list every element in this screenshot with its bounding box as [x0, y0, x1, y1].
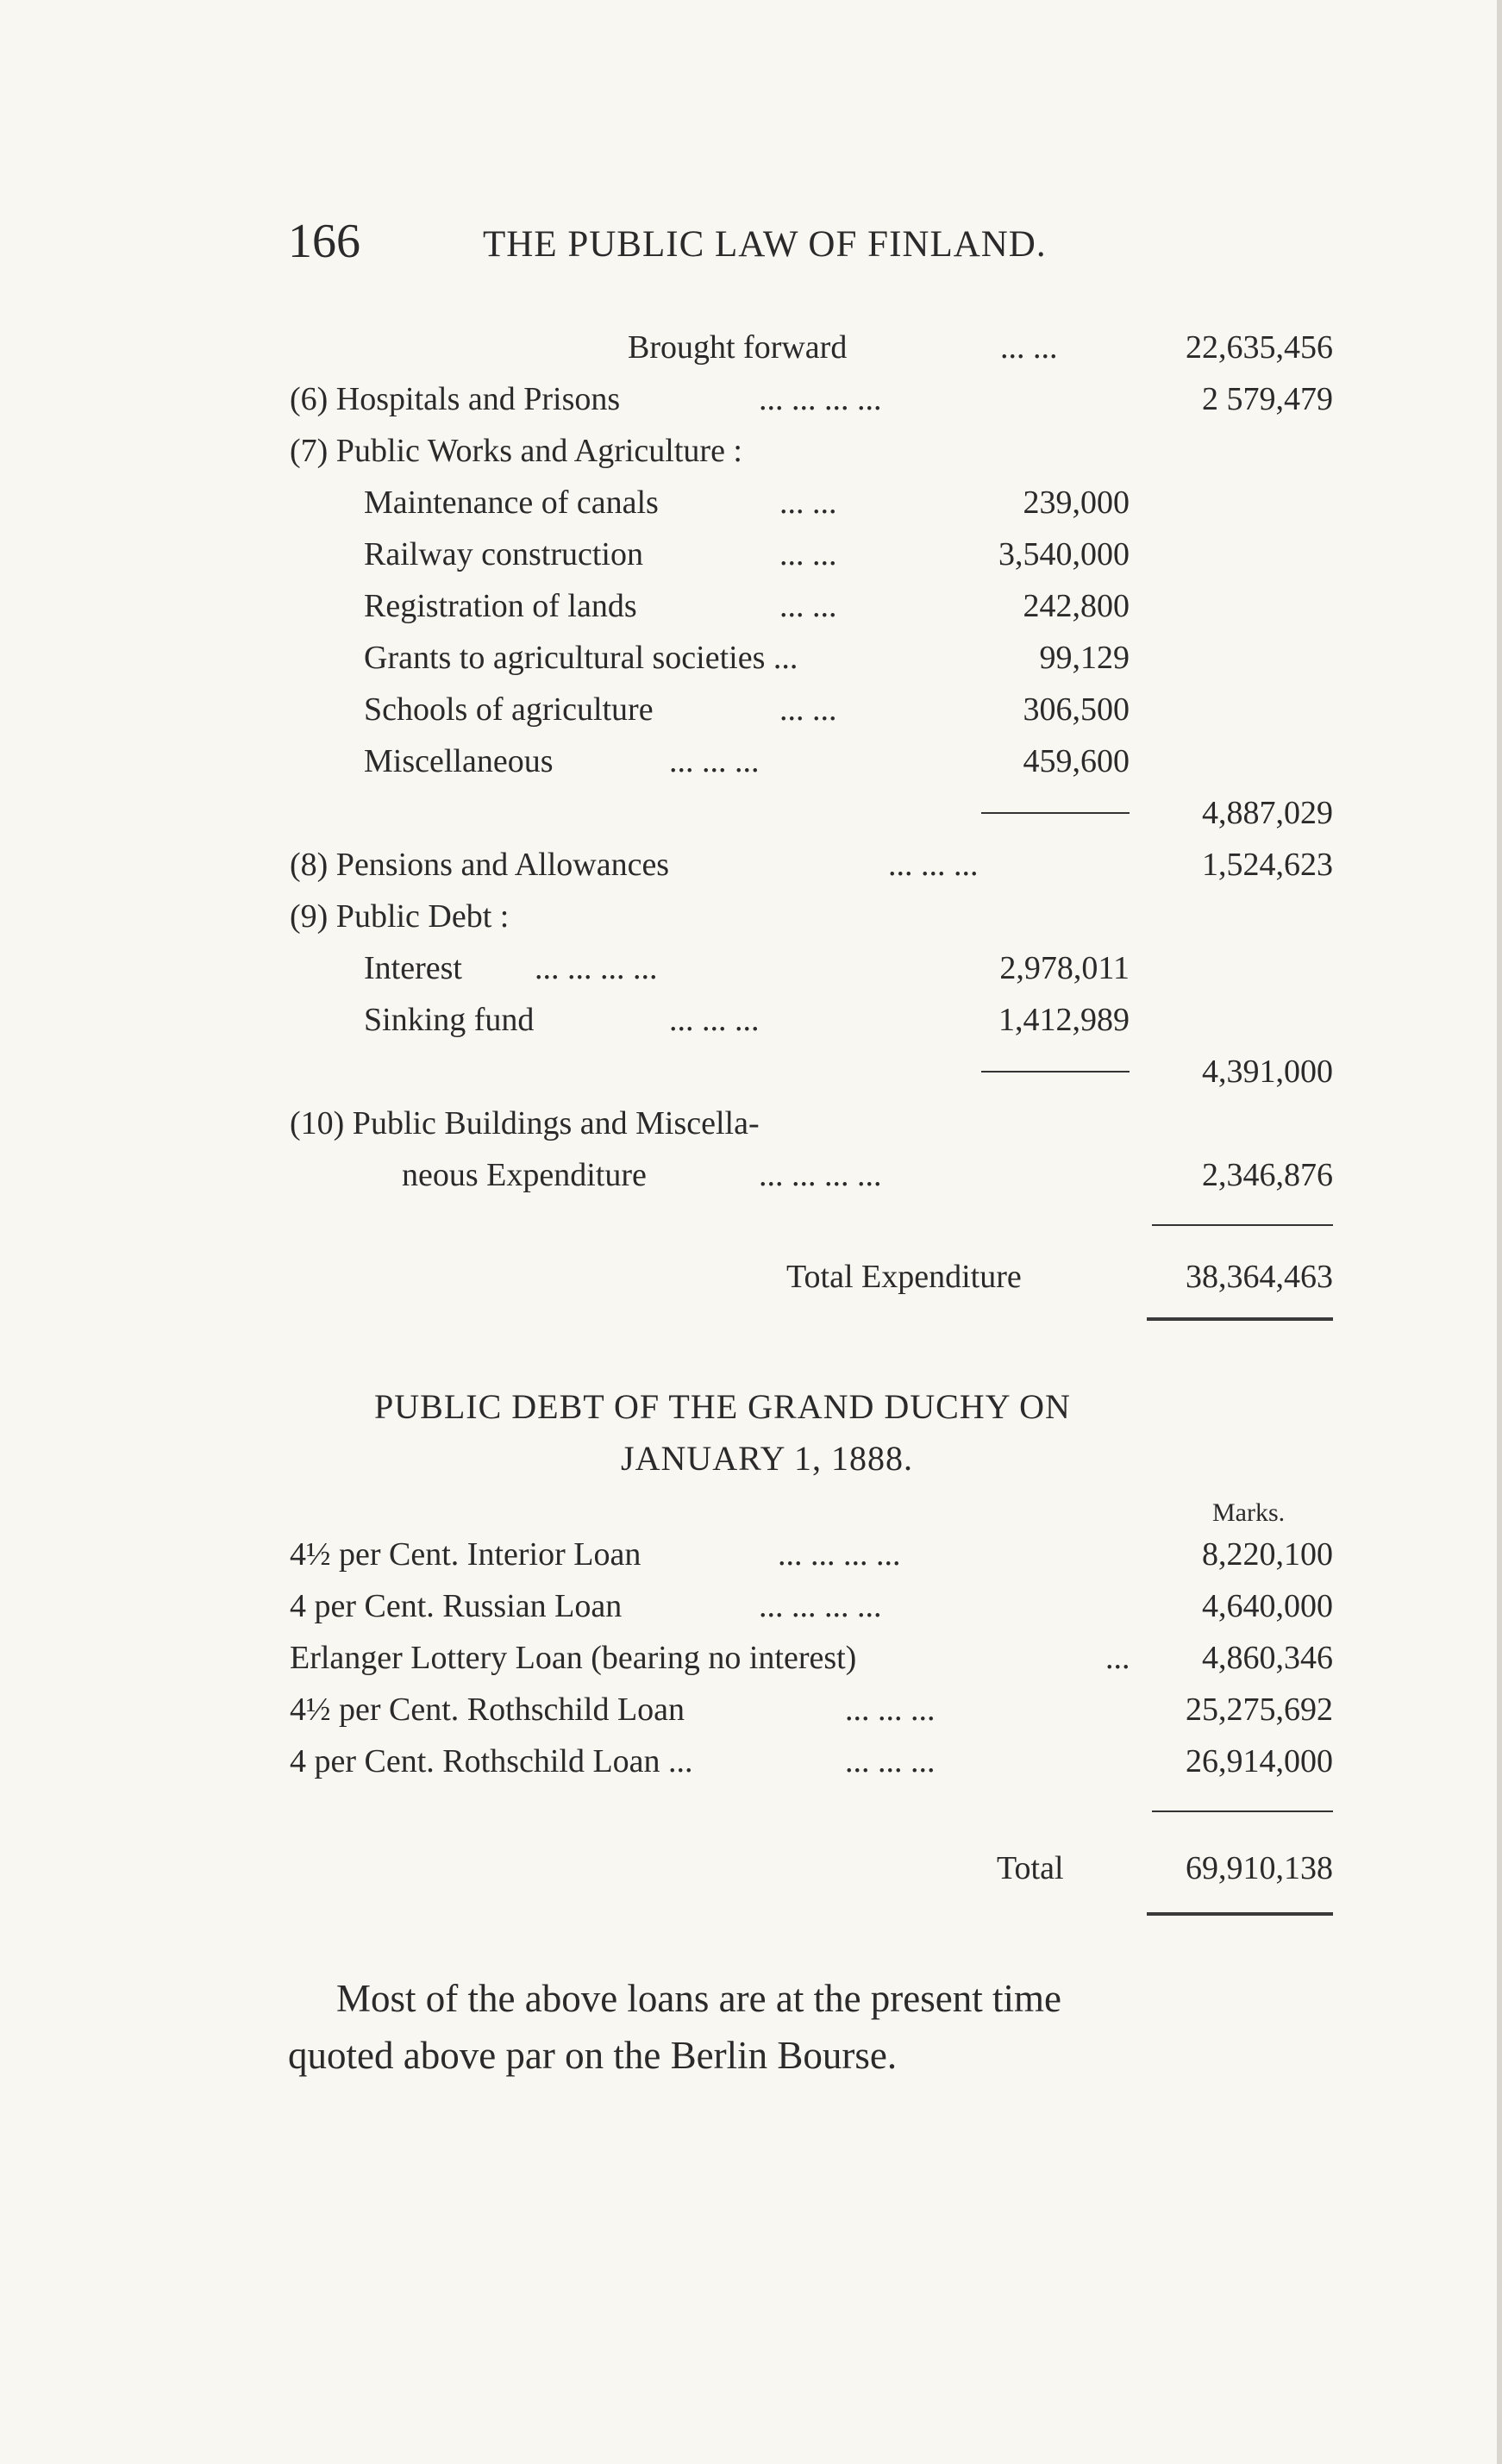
loan-label: 4 per Cent. Rothschild Loan ...	[290, 1743, 693, 1779]
closing-paragraph-line2: quoted above par on the Berlin Bourse.	[288, 2034, 898, 2077]
debt-total-rule	[1152, 1810, 1333, 1812]
loan-label: Erlanger Lottery Loan (bearing no interest)	[290, 1640, 857, 1676]
page-number: 166	[288, 215, 360, 268]
item7-sub-dots: ... ...	[779, 536, 837, 572]
debt-heading-line1: PUBLIC DEBT OF THE GRAND DUCHY ON	[374, 1387, 1071, 1426]
item7-subtotal-rule	[981, 812, 1130, 814]
item9-sub-dots: ... ... ...	[669, 1002, 760, 1038]
item9-subtotal-rule	[981, 1071, 1130, 1073]
loan-dots: ... ... ... ...	[759, 1588, 882, 1624]
debt-unit: Marks.	[1212, 1498, 1286, 1527]
closing-paragraph-line1: Most of the above loans are at the present time	[336, 1977, 1061, 2020]
item7-sub-amount: 242,800	[1023, 588, 1130, 624]
loan-amount: 4,640,000	[1202, 1588, 1333, 1624]
total-expenditure-rule	[1152, 1224, 1333, 1226]
item9-sub-amount: 1,412,989	[998, 1002, 1130, 1038]
loan-amount: 4,860,346	[1202, 1640, 1333, 1676]
item10-dots: ... ... ... ...	[759, 1157, 882, 1193]
total-expenditure-double-rule	[1147, 1317, 1333, 1321]
item8-label: (8) Pensions and Allowances	[290, 847, 670, 883]
item7-sub-label: Schools of agriculture	[364, 691, 654, 728]
item9-subtotal: 4,391,000	[1202, 1054, 1333, 1090]
item10-amount: 2,346,876	[1202, 1157, 1333, 1193]
item9-sub-label: Sinking fund	[364, 1002, 535, 1038]
item7-sub-label: Miscellaneous	[364, 743, 554, 779]
item7-subtotal: 4,887,029	[1202, 795, 1333, 831]
item9-sub-label: Interest	[364, 950, 462, 986]
item6-amount: 2 579,479	[1202, 381, 1333, 417]
item10-label-line2: neous Expenditure	[402, 1157, 647, 1193]
item7-sub-dots: ... ...	[779, 691, 837, 728]
item9-label: (9) Public Debt :	[290, 898, 510, 935]
item7-sub-label: Registration of lands	[364, 588, 637, 624]
brought-forward-amount: 22,635,456	[1186, 329, 1333, 366]
loan-amount: 26,914,000	[1186, 1743, 1333, 1779]
item10-label-line1: (10) Public Buildings and Miscella-	[290, 1105, 760, 1141]
loan-dots: ... ... ...	[845, 1692, 936, 1728]
debt-total-label: Total	[997, 1850, 1064, 1886]
brought-forward-dots: ... ...	[1000, 329, 1058, 366]
loan-amount: 25,275,692	[1186, 1692, 1333, 1728]
brought-forward-label: Brought forward	[628, 329, 848, 366]
loan-dots: ...	[1105, 1640, 1130, 1676]
debt-total-amount: 69,910,138	[1186, 1850, 1333, 1886]
running-title: THE PUBLIC LAW OF FINLAND.	[483, 224, 1047, 265]
item7-sub-amount: 3,540,000	[998, 536, 1130, 572]
item6-dots: ... ... ... ...	[759, 381, 882, 417]
item6-label: (6) Hospitals and Prisons	[290, 381, 621, 417]
total-expenditure-label: Total Expenditure	[786, 1259, 1022, 1295]
loan-label: 4½ per Cent. Rothschild Loan	[290, 1692, 685, 1728]
item7-sub-amount: 459,600	[1023, 743, 1130, 779]
loan-label: 4½ per Cent. Interior Loan	[290, 1536, 641, 1573]
total-expenditure-amount: 38,364,463	[1186, 1259, 1333, 1295]
item8-amount: 1,524,623	[1202, 847, 1333, 883]
item8-dots: ... ... ...	[888, 847, 979, 883]
loan-amount: 8,220,100	[1202, 1536, 1333, 1573]
item9-sub-amount: 2,978,011	[999, 950, 1130, 986]
loan-label: 4 per Cent. Russian Loan	[290, 1588, 623, 1624]
item7-sub-amount: 99,129	[1039, 640, 1130, 676]
item7-sub-dots: ... ...	[779, 485, 837, 521]
debt-heading-line2: JANUARY 1, 1888.	[621, 1439, 913, 1478]
item7-sub-dots: ... ...	[779, 588, 837, 624]
item7-sub-dots: ... ... ...	[669, 743, 760, 779]
loan-dots: ... ... ...	[845, 1743, 936, 1779]
item7-sub-amount: 239,000	[1023, 485, 1130, 521]
item7-sub-label: Grants to agricultural societies ...	[364, 640, 798, 676]
page-edge-shadow	[1497, 0, 1502, 2464]
item7-sub-amount: 306,500	[1023, 691, 1130, 728]
item7-label: (7) Public Works and Agriculture :	[290, 433, 742, 469]
item7-sub-label: Maintenance of canals	[364, 485, 659, 521]
item7-sub-label: Railway construction	[364, 536, 643, 572]
debt-total-double-rule	[1147, 1912, 1333, 1916]
item9-sub-dots: ... ... ... ...	[535, 950, 658, 986]
loan-dots: ... ... ... ...	[778, 1536, 901, 1573]
